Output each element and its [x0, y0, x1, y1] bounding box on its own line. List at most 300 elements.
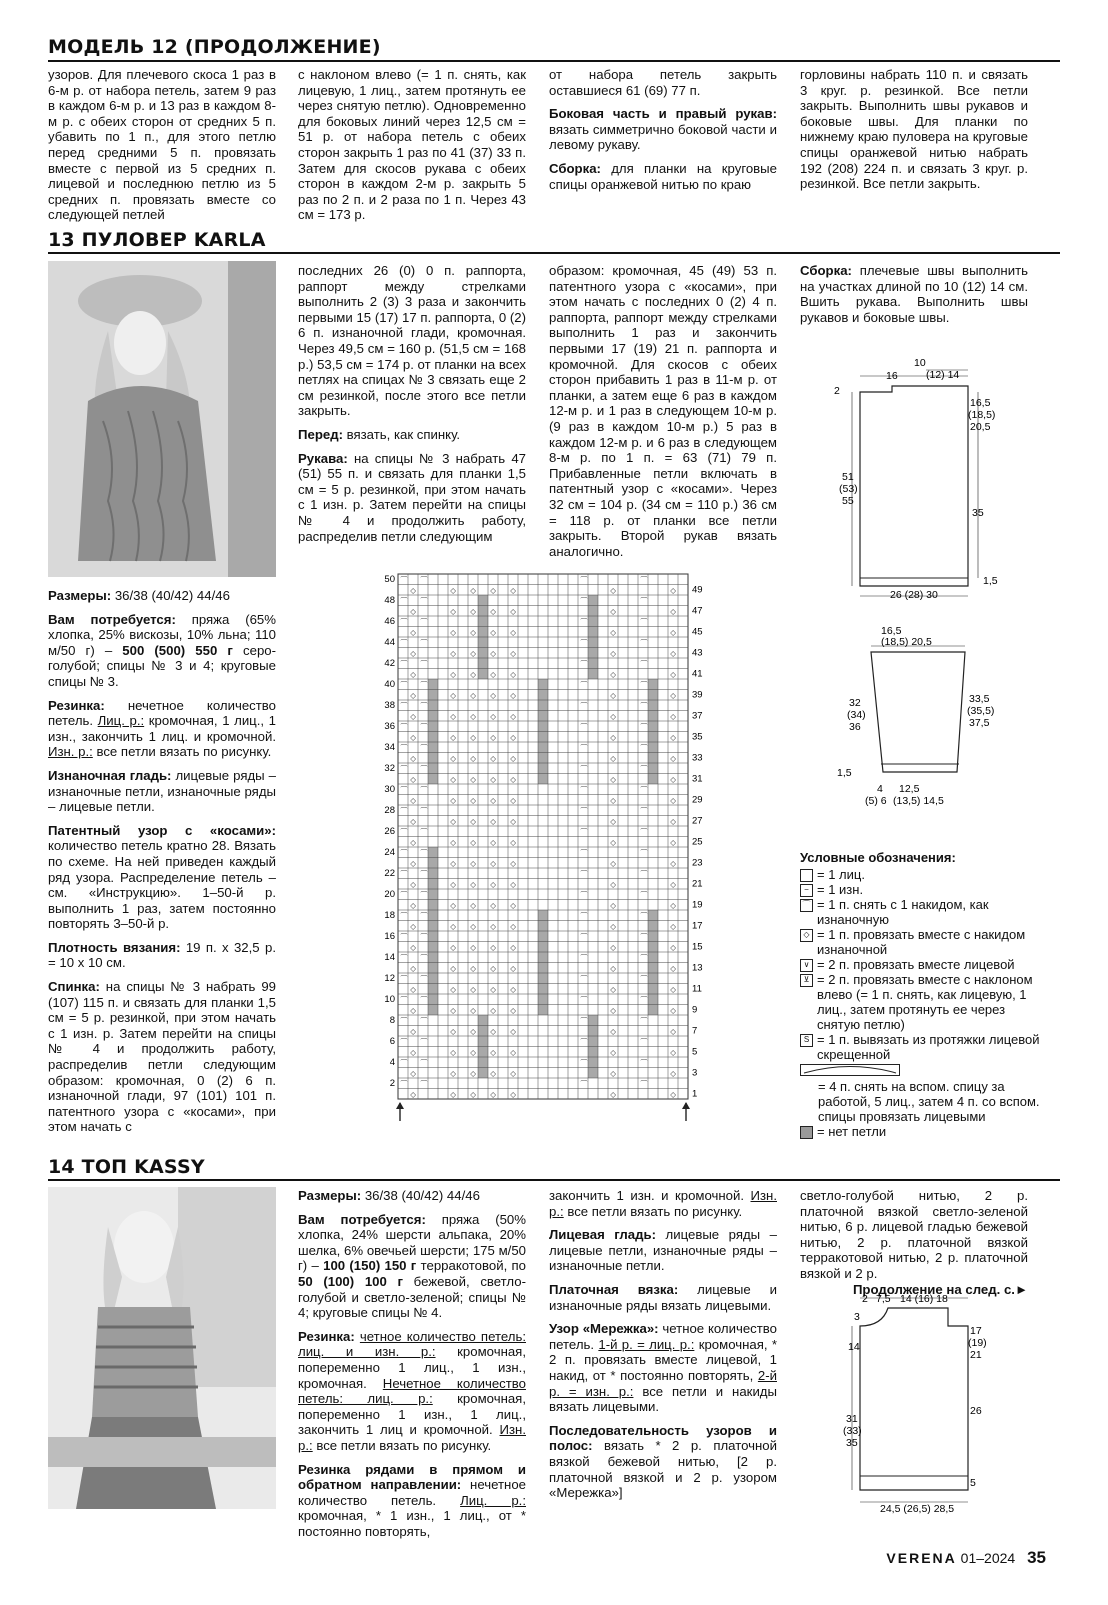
- svg-text:⌒: ⌒: [640, 596, 648, 606]
- svg-text:⌒: ⌒: [420, 932, 428, 942]
- chart-row-label-left: 8: [389, 1015, 395, 1026]
- svg-text:◇: ◇: [410, 627, 416, 637]
- svg-text:◇: ◇: [610, 921, 616, 931]
- svg-text:◇: ◇: [410, 690, 416, 700]
- svg-text:◇: ◇: [450, 606, 456, 616]
- chart-row-label-right: 25: [692, 836, 703, 848]
- s1-h-b: (53): [839, 483, 858, 495]
- m14-col-4: светло-голубой нитью, 2 р. платочной вязкой светло-зеленой нитью, 6 р. лицевой гладью бежевой нитью, 2 р. платочной вязкой терракотовой нитью, 2 р. платочной вязкой и 2 р. Продолжение на след. с.►: [800, 1188, 1028, 1297]
- svg-text:◇: ◇: [610, 1047, 616, 1057]
- s2-r-c: 37,5: [969, 717, 990, 729]
- chart-row-label-left: 48: [384, 595, 395, 606]
- svg-text:◇: ◇: [490, 732, 496, 742]
- svg-text:⌒: ⌒: [400, 785, 408, 795]
- svg-text:⌒: ⌒: [580, 575, 588, 585]
- top-col-2: с наклоном влево (= 1 п. снять, как лицевую, 1 лиц., затем протянуть ее через снятую петлю). Одновременно для боковых линий через 12,5 см = 51 р. от набора петель с обеих сторон закрыть 1 раз по 41 (37) 33 п. Затем для скосов рукава с обеих сторон в каждом 2-м р. закрыть 5 раз по 2 п. и 2 раза по 1 п. Через 43 см = 173 р.: [298, 67, 526, 223]
- svg-text:◇: ◇: [510, 669, 516, 679]
- s1-h-c: 55: [842, 495, 854, 507]
- s2-b-d: (13,5) 14,5: [893, 795, 944, 807]
- svg-text:⌒: ⌒: [580, 638, 588, 648]
- svg-text:◇: ◇: [510, 837, 516, 847]
- section-rule-14: [48, 1179, 1060, 1181]
- svg-text:⌒: ⌒: [640, 932, 648, 942]
- m14-col-2: Размеры: 36/38 (40/42) 44/46 Вам потребуется: пряжа (50% хлопка, 24% шерсти альпака, 20% шелка, 6% овечьей шерсти; 175 м/50 г) – 100 (150) 150 г терракотовой, по 50 (100) 100 г бежевой, светло-голубой и светло-зеленой; спицы № 4; круговые спицы № 4. Резинка: четное количество петель: лиц. и изн. р.: кромочная, попеременно 1 лиц., 1 изн., кромочная. Нечетное количество петель: лиц. р.: кромочная, попеременно 1 изн., 1 лиц., закончить 1 лиц и кромочной. Изн. р.: все петли вязать по рисунку. Резинка рядами в прямом и обратном направлении: нечетное количество петель. Лиц. р.: кромочная, * 1 изн., 1 лиц., от * постоянно повторять,: [298, 1188, 526, 1539]
- svg-text:⌒: ⌒: [640, 638, 648, 648]
- svg-text:◇: ◇: [470, 774, 476, 784]
- s2-b-a: 4: [877, 783, 883, 795]
- svg-text:⌒: ⌒: [400, 974, 408, 984]
- svg-text:⌒: ⌒: [420, 911, 428, 921]
- chart-row-label-left: 10: [384, 994, 395, 1005]
- chart-row-label-right: 13: [692, 962, 703, 974]
- top-col-3: от набора петель закрыть оставшиеся 61 (69) 77 п. Боковая часть и правый рукав: вязать симметрично боковой части и левому рукаву. Сборка: для планки на круговые спицы оранжевой нитью по краю: [549, 67, 777, 192]
- s1-sh-a: 16,5: [970, 397, 991, 409]
- legend-item: S = 1 п. вывязать из протяжки лицевой скрещенной: [800, 1032, 1040, 1062]
- chart-row-label-left: 20: [384, 889, 395, 900]
- s1-top-b: (12) 14: [926, 369, 960, 381]
- svg-text:◇: ◇: [670, 984, 676, 994]
- svg-text:◇: ◇: [670, 921, 676, 931]
- svg-text:◇: ◇: [610, 753, 616, 763]
- svg-text:⌒: ⌒: [420, 722, 428, 732]
- knitting-chart-svg: [376, 572, 716, 1132]
- svg-text:◇: ◇: [490, 648, 496, 658]
- chart-row-label-left: 22: [384, 868, 395, 879]
- chart-row-label-left: 28: [384, 805, 395, 816]
- svg-text:⌒: ⌒: [640, 974, 648, 984]
- svg-text:⌒: ⌒: [640, 617, 648, 627]
- s2-rib: 1,5: [837, 767, 852, 779]
- svg-text:⌒: ⌒: [400, 764, 408, 774]
- s1-sh-c: 20,5: [970, 421, 991, 433]
- s3-j: 31: [846, 1413, 858, 1425]
- svg-text:◇: ◇: [450, 963, 456, 973]
- svg-text:⌒: ⌒: [580, 764, 588, 774]
- m14-col-3: закончить 1 изн. и кромочной. Изн. р.: все петли вязать по рисунку. Лицевая гладь: лицевые ряды – лицевые петли, изнаночные ряды – изнаночные петли. Платочная вязка: лицевые и изнаночные ряды вязать лицевыми. Узор «Мережка»: четное количество петель. 1-й р. = лиц. р.: кромочная, * 2 п. провязать вместе лицевой, 1 накид, от * постоянно повторять, 2-й р. = изн. р.: все петли и накиды вязать лицевыми. Последовательность узоров и полос: вязать * 2 р. платочной вязкой бежевой нитью, [2 р. платочной вязкой и 2 р. узором «Мережка»]: [549, 1188, 777, 1501]
- svg-text:◇: ◇: [490, 963, 496, 973]
- chart-row-label-right: 31: [692, 773, 703, 785]
- svg-text:◇: ◇: [450, 711, 456, 721]
- svg-text:◇: ◇: [490, 858, 496, 868]
- svg-text:◇: ◇: [670, 648, 676, 658]
- svg-text:◇: ◇: [490, 690, 496, 700]
- svg-text:◇: ◇: [450, 816, 456, 826]
- svg-text:◇: ◇: [670, 879, 676, 889]
- svg-text:◇: ◇: [610, 1089, 616, 1099]
- s3-g: 21: [970, 1349, 982, 1361]
- svg-text:◇: ◇: [510, 606, 516, 616]
- svg-text:⌒: ⌒: [420, 869, 428, 879]
- s2-r-b: (35,5): [967, 705, 995, 717]
- svg-text:◇: ◇: [470, 585, 476, 595]
- s1-side: 35: [972, 507, 984, 519]
- svg-text:◇: ◇: [490, 1089, 496, 1099]
- svg-text:◇: ◇: [490, 711, 496, 721]
- svg-text:◇: ◇: [410, 732, 416, 742]
- svg-text:⌒: ⌒: [400, 911, 408, 921]
- chart-row-label-left: 26: [384, 826, 395, 837]
- chart-row-label-right: 3: [692, 1067, 698, 1079]
- svg-text:◇: ◇: [470, 816, 476, 826]
- svg-text:◇: ◇: [450, 1089, 456, 1099]
- svg-text:⌒: ⌒: [640, 869, 648, 879]
- chart-row-label-left: 34: [384, 742, 395, 753]
- svg-text:◇: ◇: [410, 648, 416, 658]
- svg-text:⌒: ⌒: [420, 1037, 428, 1047]
- svg-text:◇: ◇: [670, 1047, 676, 1057]
- svg-text:◇: ◇: [470, 1047, 476, 1057]
- svg-text:◇: ◇: [610, 795, 616, 805]
- svg-text:⌒: ⌒: [400, 890, 408, 900]
- svg-text:◇: ◇: [610, 648, 616, 658]
- svg-text:◇: ◇: [510, 816, 516, 826]
- svg-text:⌒: ⌒: [400, 848, 408, 858]
- svg-text:◇: ◇: [490, 669, 496, 679]
- chart-row-label-left: 24: [384, 847, 395, 858]
- s2-l-c: 36: [849, 721, 861, 733]
- svg-text:◇: ◇: [610, 669, 616, 679]
- chart-row-label-left: 42: [384, 658, 395, 669]
- svg-text:⌒: ⌒: [580, 806, 588, 816]
- s3-i: 26: [970, 1405, 982, 1417]
- model14-photo: [48, 1187, 276, 1509]
- knit-icon: [800, 869, 813, 882]
- svg-text:⌒: ⌒: [640, 575, 648, 585]
- m1-icon: S: [800, 1034, 813, 1047]
- chart-row-label-right: 5: [692, 1046, 698, 1058]
- svg-text:◇: ◇: [450, 690, 456, 700]
- svg-text:◇: ◇: [450, 795, 456, 805]
- legend-item: = нет петли: [800, 1124, 1040, 1139]
- chart-row-label-right: 17: [692, 920, 703, 932]
- svg-text:◇: ◇: [670, 1068, 676, 1078]
- chart-row-label-right: 41: [692, 668, 703, 680]
- s1-width: 26 (28) 30: [890, 589, 938, 601]
- chart-row-label-right: 35: [692, 731, 703, 743]
- svg-text:⌒: ⌒: [420, 995, 428, 1005]
- svg-text:⌒: ⌒: [580, 722, 588, 732]
- svg-text:⌒: ⌒: [580, 1016, 588, 1026]
- svg-text:◇: ◇: [470, 690, 476, 700]
- section-title-model12: МОДЕЛЬ 12 (ПРОДОЛЖЕНИЕ): [48, 36, 381, 58]
- header-rule: [48, 60, 1060, 62]
- svg-text:◇: ◇: [510, 942, 516, 952]
- svg-text:◇: ◇: [510, 732, 516, 742]
- s1-w-a: 16: [886, 370, 898, 382]
- svg-text:⌒: ⌒: [640, 764, 648, 774]
- svg-text:◇: ◇: [610, 816, 616, 826]
- m13-col-1: Размеры: 36/38 (40/42) 44/46 Вам потребуется: пряжа (65% хлопка, 25% вискозы, 10% льна; 110 м/50 г) – 500 (500) 550 г серо-голубой; спицы № 3 и 4; круговые спицы № 3. Резинка: нечетное количество петель. Лиц. р.: кромочная, 1 лиц., 1 изн., закончить 1 лиц. и кромочной. Изн. р.: все петли вязать по рисунку. Изнаночная гладь: лицевые ряды – изнаночные петли, изнаночные ряды – лицевые петли. Патентный узор с «косами»: количество петель кратно 28. Вязать по схеме. На ней приведен каждый ряд узора. Распределение петель – см. «Инструкцию». 1–50-й р. выполнить 1 раз, затем постоянно повторять 3–50-й р. Плотность вязания: 19 п. x 32,5 р. = 10 x 10 см. Спинка: на спицы № 3 набрать 99 (107) 115 п. и связать для планки 1,5 см = 5 р. резинкой, при этом начать с 1 изн. р. Затем перейти на спицы № 4 и продолжить работу, распределив петли следующим образом: кромочная, 0 (2) 6 п. изнаночной глади, 97 (101) 101 п. патентного узора с «косами», при этом начать с: [48, 588, 277, 1135]
- svg-text:◇: ◇: [670, 606, 676, 616]
- no-stitch-icon: [800, 1126, 813, 1139]
- svg-text:◇: ◇: [470, 900, 476, 910]
- svg-text:⌒: ⌒: [640, 659, 648, 669]
- svg-text:◇: ◇: [490, 795, 496, 805]
- svg-text:◇: ◇: [510, 921, 516, 931]
- top-col-4: горловины набрать 110 п. и связать 3 круг. р. резинкой. Все петли закрыть. Выполнить швы рукавов и боковые швы. Для планки по нижнему краю пуловера на круговые спицы оранжевой нитью набрать 192 (208) 224 п. и связать 3 круг. р. резинкой. Все петли закрыть.: [800, 67, 1028, 192]
- page-footer: [886, 1548, 1046, 1568]
- svg-text:◇: ◇: [670, 669, 676, 679]
- s2-top: 16,5: [881, 625, 902, 637]
- svg-text:◇: ◇: [450, 837, 456, 847]
- svg-text:⌒: ⌒: [580, 932, 588, 942]
- s3-l: 35: [846, 1437, 858, 1449]
- svg-text:◇: ◇: [470, 963, 476, 973]
- svg-text:◇: ◇: [410, 1047, 416, 1057]
- svg-text:⌒: ⌒: [400, 722, 408, 732]
- svg-text:⌒: ⌒: [420, 617, 428, 627]
- s1-neck: 2: [834, 385, 840, 397]
- chart-row-label-right: 29: [692, 794, 703, 806]
- svg-text:◇: ◇: [670, 627, 676, 637]
- svg-text:◇: ◇: [450, 732, 456, 742]
- s2-b-c: (5) 6: [865, 795, 887, 807]
- svg-text:◇: ◇: [670, 816, 676, 826]
- svg-text:⌒: ⌒: [580, 1079, 588, 1089]
- svg-text:◇: ◇: [450, 648, 456, 658]
- svg-text:◇: ◇: [610, 1068, 616, 1078]
- svg-text:◇: ◇: [470, 669, 476, 679]
- svg-text:◇: ◇: [410, 963, 416, 973]
- svg-text:◇: ◇: [490, 879, 496, 889]
- svg-text:◇: ◇: [470, 732, 476, 742]
- svg-text:⌒: ⌒: [420, 974, 428, 984]
- svg-text:⌒: ⌒: [640, 1016, 648, 1026]
- s1-h-a: 51: [842, 471, 854, 483]
- chart-row-label-right: 37: [692, 710, 703, 722]
- svg-text:◇: ◇: [670, 732, 676, 742]
- svg-text:◇: ◇: [450, 774, 456, 784]
- section-rule-13: [48, 252, 1060, 254]
- svg-text:◇: ◇: [470, 837, 476, 847]
- continue-note: Продолжение на след. с.►: [852, 1281, 1028, 1297]
- svg-text:◇: ◇: [470, 648, 476, 658]
- svg-text:◇: ◇: [450, 984, 456, 994]
- s3-a: 2: [862, 1293, 868, 1305]
- svg-text:⌒: ⌒: [420, 638, 428, 648]
- chart-row-label-right: 49: [692, 584, 703, 596]
- svg-text:◇: ◇: [470, 1005, 476, 1015]
- s2-r-a: 33,5: [969, 693, 990, 705]
- svg-text:⌒: ⌒: [640, 1058, 648, 1068]
- svg-text:◇: ◇: [410, 858, 416, 868]
- svg-text:◇: ◇: [450, 627, 456, 637]
- chart-row-label-right: 11: [692, 983, 702, 995]
- purl-icon: −: [800, 884, 813, 897]
- svg-text:◇: ◇: [470, 942, 476, 952]
- chart-row-label-right: 47: [692, 605, 703, 617]
- svg-text:◇: ◇: [410, 753, 416, 763]
- svg-text:◇: ◇: [410, 669, 416, 679]
- svg-text:⌒: ⌒: [420, 890, 428, 900]
- svg-text:⌒: ⌒: [420, 680, 428, 690]
- svg-text:⌒: ⌒: [640, 911, 648, 921]
- s3-m: 5: [970, 1477, 976, 1489]
- svg-text:⌒: ⌒: [400, 659, 408, 669]
- chart-row-label-left: 44: [384, 637, 395, 648]
- legend: [800, 850, 1040, 1139]
- svg-text:⌒: ⌒: [580, 785, 588, 795]
- s3-w: 24,5 (26,5) 28,5: [880, 1503, 955, 1515]
- legend-item: ◇ = 1 п. провязать вместе с накидом изнаночной: [800, 927, 1040, 957]
- svg-text:◇: ◇: [410, 921, 416, 931]
- section-title-model13: 13 ПУЛОВЕР KARLA: [48, 229, 266, 251]
- svg-text:⌒: ⌒: [420, 659, 428, 669]
- svg-text:◇: ◇: [490, 606, 496, 616]
- svg-text:◇: ◇: [490, 1026, 496, 1036]
- chart-row-label-left: 14: [384, 952, 395, 963]
- chart-row-label-right: 7: [692, 1025, 698, 1037]
- svg-text:⌒: ⌒: [400, 596, 408, 606]
- svg-text:◇: ◇: [670, 837, 676, 847]
- svg-text:◇: ◇: [610, 606, 616, 616]
- svg-text:◇: ◇: [490, 921, 496, 931]
- footer-brand: VERENA: [886, 1550, 957, 1566]
- footer-issue: 01–2024: [960, 1550, 1016, 1566]
- svg-text:⌒: ⌒: [580, 995, 588, 1005]
- svg-text:◇: ◇: [410, 606, 416, 616]
- svg-text:◇: ◇: [450, 753, 456, 763]
- cable-icon: [800, 1064, 1040, 1079]
- svg-text:◇: ◇: [470, 1089, 476, 1099]
- legend-item: = 4 п. снять на вспом. спицу за работой, 5 лиц., затем 4 п. со вспом. спицы провязать лицевыми: [818, 1079, 1040, 1124]
- svg-text:◇: ◇: [410, 585, 416, 595]
- sleeve-schematic: [835, 622, 1025, 812]
- legend-title: Условные обозначения:: [800, 850, 956, 865]
- chart-row-label-left: 36: [384, 721, 395, 732]
- svg-text:◇: ◇: [510, 858, 516, 868]
- svg-text:◇: ◇: [510, 1026, 516, 1036]
- svg-text:◇: ◇: [510, 585, 516, 595]
- svg-text:⌒: ⌒: [580, 701, 588, 711]
- s2-b-b: 12,5: [899, 783, 920, 795]
- svg-text:◇: ◇: [610, 690, 616, 700]
- chart-row-label-left: 6: [389, 1036, 395, 1047]
- top-col-1: узоров. Для плечевого скоса 1 раз в 6-м р. от набора петель, затем 9 раз в каждом 6-м р. и 13 раз в каждом 8-м р. с обеих сторон от средних 5 п. убавить по 1 п., для этого петлю перед средними 5 п. провязать вместе с первой из 5 средних п. лицевой и последнюю петлю из 5 средних п. провязать вместе со следующей петлей: [48, 67, 276, 223]
- svg-text:⌒: ⌒: [400, 932, 408, 942]
- chart-row-label-left: 16: [384, 931, 395, 942]
- svg-text:◇: ◇: [410, 816, 416, 826]
- svg-text:◇: ◇: [410, 774, 416, 784]
- svg-text:⌒: ⌒: [640, 743, 648, 753]
- svg-text:◇: ◇: [450, 879, 456, 889]
- svg-text:◇: ◇: [410, 795, 416, 805]
- chart-row-label-left: 50: [384, 574, 395, 585]
- svg-text:◇: ◇: [490, 627, 496, 637]
- svg-text:◇: ◇: [510, 795, 516, 805]
- svg-text:⌒: ⌒: [420, 848, 428, 858]
- svg-text:⌒: ⌒: [420, 1079, 428, 1089]
- chart-row-label-left: 40: [384, 679, 395, 690]
- chart-row-label-left: 32: [384, 763, 395, 774]
- svg-text:◇: ◇: [510, 963, 516, 973]
- svg-text:◇: ◇: [470, 606, 476, 616]
- svg-text:⌒: ⌒: [580, 848, 588, 858]
- svg-text:◇: ◇: [610, 984, 616, 994]
- svg-text:⌒: ⌒: [420, 575, 428, 585]
- chart-row-label-right: 33: [692, 752, 703, 764]
- svg-text:⌒: ⌒: [580, 827, 588, 837]
- svg-text:◇: ◇: [670, 1089, 676, 1099]
- svg-text:⌒: ⌒: [400, 995, 408, 1005]
- svg-text:◇: ◇: [490, 837, 496, 847]
- svg-text:◇: ◇: [490, 774, 496, 784]
- svg-text:⌒: ⌒: [400, 1079, 408, 1089]
- svg-text:◇: ◇: [450, 669, 456, 679]
- svg-text:◇: ◇: [490, 753, 496, 763]
- svg-text:◇: ◇: [510, 753, 516, 763]
- svg-text:◇: ◇: [410, 1005, 416, 1015]
- svg-text:⌒: ⌒: [640, 890, 648, 900]
- legend-item: = 1 лиц.: [800, 867, 1040, 882]
- s3-e: 17: [970, 1325, 982, 1337]
- svg-text:◇: ◇: [450, 900, 456, 910]
- svg-text:◇: ◇: [470, 984, 476, 994]
- svg-text:◇: ◇: [510, 648, 516, 658]
- svg-text:⌒: ⌒: [400, 680, 408, 690]
- svg-text:⌒: ⌒: [420, 1016, 428, 1026]
- svg-text:⌒: ⌒: [580, 617, 588, 627]
- k2tog-icon: ∨: [800, 959, 813, 972]
- svg-text:◇: ◇: [410, 942, 416, 952]
- svg-text:⌒: ⌒: [580, 869, 588, 879]
- svg-text:⌒: ⌒: [420, 1058, 428, 1068]
- knitting-chart: [376, 572, 716, 1132]
- svg-text:◇: ◇: [510, 774, 516, 784]
- svg-text:◇: ◇: [510, 627, 516, 637]
- svg-text:◇: ◇: [610, 900, 616, 910]
- svg-text:◇: ◇: [670, 774, 676, 784]
- svg-text:◇: ◇: [450, 1068, 456, 1078]
- svg-text:⌒: ⌒: [640, 953, 648, 963]
- svg-text:⌒: ⌒: [400, 953, 408, 963]
- svg-text:⌒: ⌒: [580, 1058, 588, 1068]
- svg-text:⌒: ⌒: [400, 575, 408, 585]
- svg-text:◇: ◇: [610, 879, 616, 889]
- m13-col-4: Сборка: плечевые швы выполнить на участках длиной по 10 (12) 14 см. Вшить рукава. Выполнить швы рукавов и боковые швы.: [800, 263, 1028, 325]
- s3-b: 7,5: [876, 1293, 891, 1305]
- svg-text:◇: ◇: [610, 858, 616, 868]
- svg-text:◇: ◇: [670, 1026, 676, 1036]
- legend-item: − = 1 изн.: [800, 882, 1040, 897]
- svg-text:◇: ◇: [610, 627, 616, 637]
- svg-text:◇: ◇: [670, 942, 676, 952]
- svg-text:⌒: ⌒: [400, 869, 408, 879]
- svg-text:⌒: ⌒: [400, 617, 408, 627]
- svg-text:◇: ◇: [510, 879, 516, 889]
- legend-item: ∨ = 2 п. провязать вместе лицевой: [800, 957, 1040, 972]
- chart-row-label-right: 1: [692, 1088, 698, 1100]
- svg-text:◇: ◇: [510, 1005, 516, 1015]
- svg-text:⌒: ⌒: [640, 1037, 648, 1047]
- svg-text:◇: ◇: [490, 585, 496, 595]
- svg-text:◇: ◇: [610, 1026, 616, 1036]
- chart-row-label-right: 23: [692, 857, 703, 869]
- svg-text:⌒: ⌒: [400, 743, 408, 753]
- purl-together-icon: ◇: [800, 929, 813, 942]
- svg-text:⌒: ⌒: [400, 827, 408, 837]
- svg-text:◇: ◇: [450, 1026, 456, 1036]
- svg-text:⌒: ⌒: [640, 995, 648, 1005]
- svg-text:⌒: ⌒: [400, 1016, 408, 1026]
- legend-item: ⌒ = 1 п. снять с 1 накидом, как изнаночную: [800, 897, 1040, 927]
- svg-text:◇: ◇: [410, 711, 416, 721]
- chart-row-label-left: 46: [384, 616, 395, 627]
- svg-text:◇: ◇: [490, 1005, 496, 1015]
- svg-text:◇: ◇: [610, 732, 616, 742]
- svg-text:◇: ◇: [670, 963, 676, 973]
- s3-c: 14 (16) 18: [900, 1293, 948, 1305]
